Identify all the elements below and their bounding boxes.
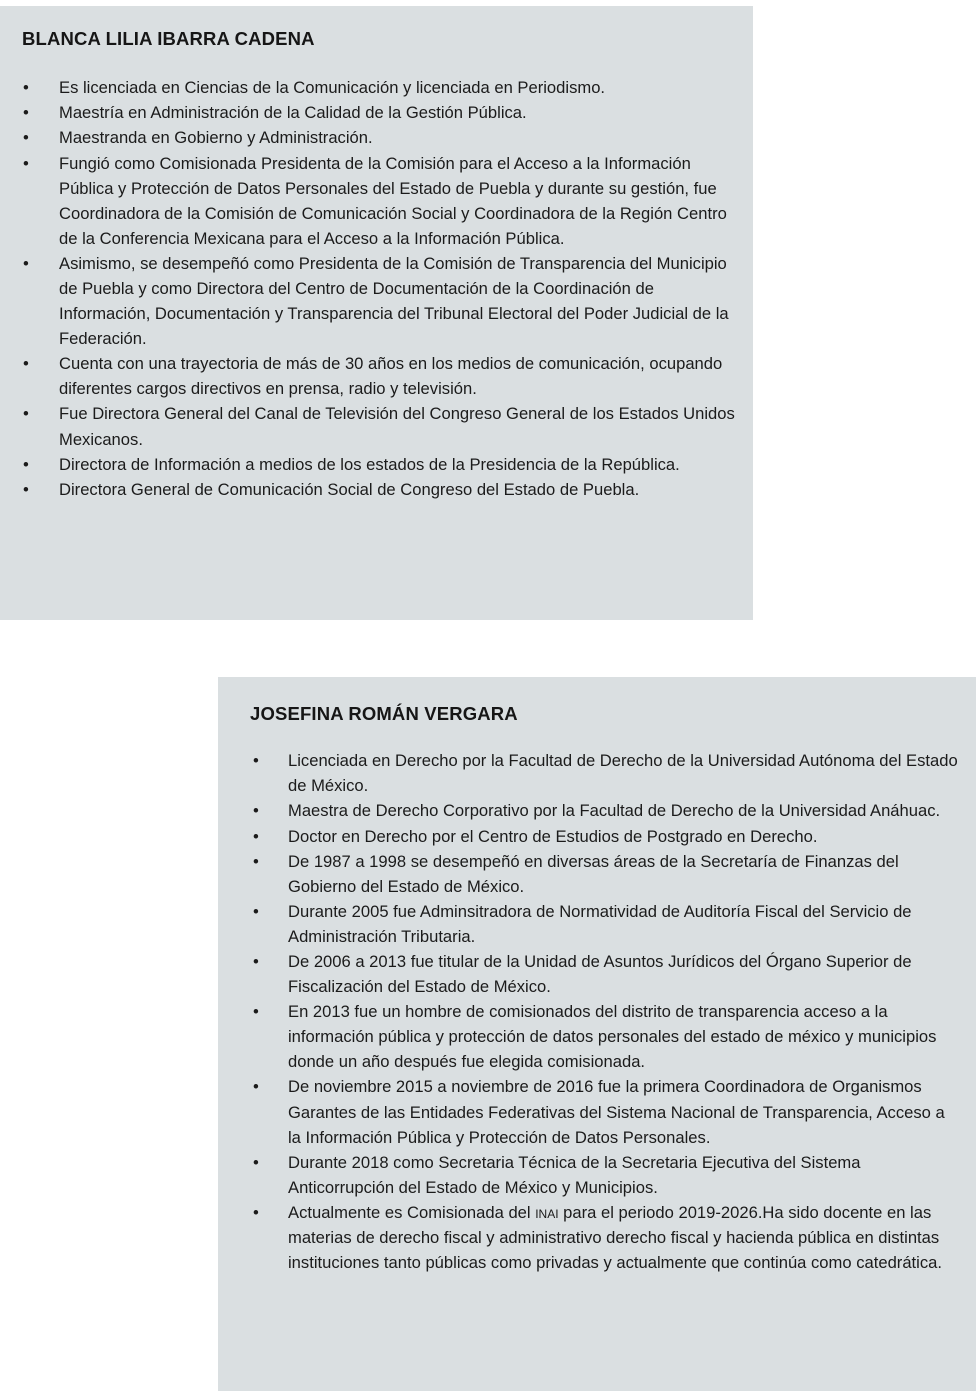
bullet-point-icon: • [253, 801, 259, 821]
bullet-item [236, 849, 962, 899]
bullet-text: Directora de Información a medios de los estados de la Presidencia de la República. [59, 454, 680, 474]
bullet-point-icon: • [253, 1002, 259, 1022]
bullet-point-icon: • [253, 826, 259, 846]
bullet-point-icon: • [253, 851, 259, 871]
bullet-point-icon: • [23, 103, 29, 123]
bullet-text: De 2006 a 2013 fue titular de la Unidad de Asuntos Jurídicos del Órgano Superior de Fiscalización del Estado de México. [288, 952, 912, 997]
bullet-item [236, 999, 962, 1074]
card-title: JOSEFINA ROMÁN VERGARA [250, 703, 518, 724]
bullet-text: Maestranda en Gobierno y Administración. [59, 128, 373, 148]
bullet-text: En 2013 fue un hombre de comisionados del distrito de transparencia acceso a la información pública y protección de datos personales del estado de méxico y municipios donde un año después fue elegida comisionada. [288, 1002, 937, 1072]
bullet-text: Fungió como Comisionada Presidenta de la Comisión para el Acceso a la Información Pública y Protección de Datos Personales del Estado de Puebla y durante su gestión, fue Coordinadora de la Comisión de Comunicación Social y Coordinadora de la Región Centro de la Conferencia Mexicana para el Acceso a la Información Pública. [59, 153, 727, 248]
bullet-text: Maestría en Administración de la Calidad de la Gestión Pública. [59, 103, 527, 123]
bullet-point-icon: • [23, 354, 29, 374]
bullet-point-icon: • [23, 128, 29, 148]
bullet-text: Durante 2018 como Secretaria Técnica de la Secretaria Ejecutiva del Sistema Anticorrupción del Estado de México y Municipios. [288, 1152, 861, 1197]
bullet-item [22, 125, 737, 150]
bio-card-josefina-roman-vergara [218, 677, 976, 1391]
bullet-point-icon: • [23, 153, 29, 173]
bullet-item [236, 1074, 962, 1149]
bullet-point-icon: • [23, 78, 29, 98]
bullet-point-icon: • [23, 454, 29, 474]
bullet-item [22, 151, 737, 251]
bullet-item [236, 748, 962, 798]
bullet-text: De noviembre 2015 a noviembre de 2016 fue la primera Coordinadora de Organismos Garantes de las Entidades Federativas del Sistema Nacional de Transparencia, Acceso a la Información Pública y Protección de Datos Personales. [288, 1077, 945, 1147]
bullet-item [236, 1150, 962, 1200]
bullet-item [22, 100, 737, 125]
bullet-text: Directora General de Comunicación Social de Congreso del Estado de Puebla. [59, 479, 640, 499]
bullet-text: Cuenta con una trayectoria de más de 30 años en los medios de comunicación, ocupando diferentes cargos directivos en prensa, radio y televisión. [59, 354, 723, 399]
bullet-item [22, 351, 737, 401]
bullet-text: Licenciada en Derecho por la Facultad de Derecho de la Universidad Autónoma del Estado de México. [288, 751, 958, 796]
bullet-text: Asimismo, se desempeñó como Presidenta de la Comisión de Transparencia del Municipio de Puebla y como Directora del Centro de Documentación de la Coordinación de Información, Documentación y Transparencia del Tribunal Electoral del Poder Judicial de la Federación. [59, 253, 729, 349]
bullet-list [22, 75, 737, 502]
bio-card-blanca-lilia-ibarra-cadena [0, 6, 753, 620]
bullet-text: Durante 2005 fue Adminsitradora de Normatividad de Auditoría Fiscal del Servicio de Administración Tributaria. [288, 901, 912, 946]
bullet-text: Actualmente es Comisionada del inai para el periodo 2019-2026.Ha sido docente en las materias de derecho fiscal y administrativo derecho fiscal y hacienda pública en distintas instituciones tanto públicas como privadas y actualmente que continúa como catedrática. [288, 1202, 942, 1273]
bullet-item [236, 899, 962, 949]
bullet-list [236, 748, 962, 1275]
bullet-text: Doctor en Derecho por el Centro de Estudios de Postgrado en Derecho. [288, 826, 818, 846]
bullet-item [22, 251, 737, 351]
bullet-item [236, 824, 962, 849]
bullet-point-icon: • [253, 952, 259, 972]
bullet-point-icon: • [253, 901, 259, 921]
bullet-item [22, 452, 737, 477]
bullet-text: De 1987 a 1998 se desempeñó en diversas áreas de la Secretaría de Finanzas del Gobierno del Estado de México. [288, 851, 899, 896]
bullet-point-icon: • [23, 479, 29, 499]
card-title: BLANCA LILIA IBARRA CADENA [22, 28, 315, 49]
bullet-item [236, 1200, 962, 1275]
acronym-inai: inai [535, 1202, 559, 1222]
bullet-item [236, 798, 962, 823]
bullet-item [22, 75, 737, 100]
bullet-point-icon: • [23, 404, 29, 424]
bullet-item [22, 401, 737, 451]
bullet-item [22, 477, 737, 502]
bullet-point-icon: • [253, 1152, 259, 1172]
bullet-text: Fue Directora General del Canal de Televisión del Congreso General de los Estados Unidos Mexicanos. [59, 404, 735, 449]
bullet-text: Maestra de Derecho Corporativo por la Facultad de Derecho de la Universidad Anáhuac. [288, 801, 941, 821]
bullet-text: Es licenciada en Ciencias de la Comunicación y licenciada en Periodismo. [59, 78, 606, 98]
bullet-point-icon: • [253, 1202, 259, 1222]
bullet-point-icon: • [253, 1077, 259, 1097]
bullet-item [236, 949, 962, 999]
bullet-point-icon: • [23, 253, 29, 273]
bullet-point-icon: • [253, 751, 259, 771]
